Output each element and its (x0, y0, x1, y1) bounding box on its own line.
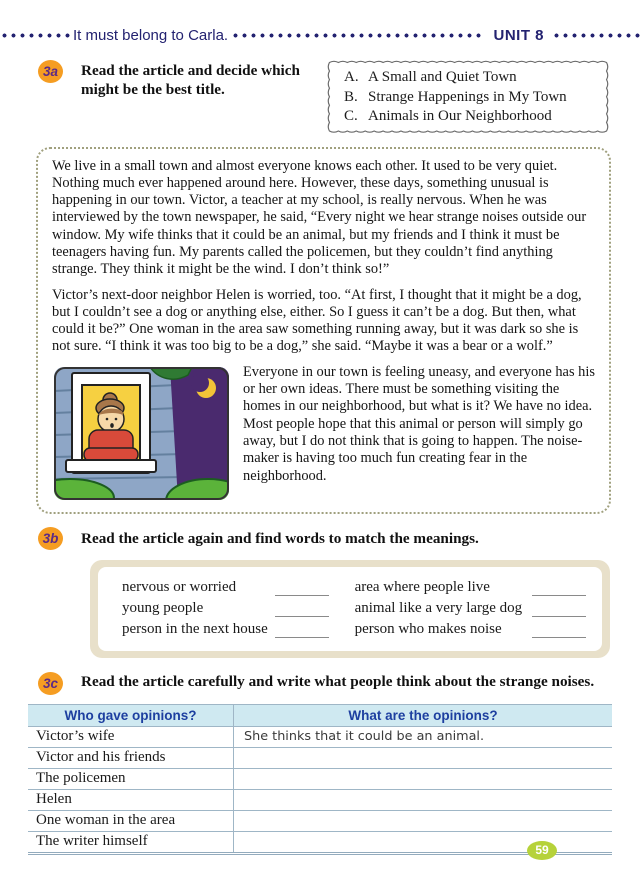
match-item (122, 620, 329, 638)
match-item (122, 599, 329, 617)
opinion-giver: One woman in the area (36, 812, 176, 829)
opinion-giver: Helen (36, 791, 72, 808)
unit-number: UNIT 8 (493, 26, 544, 44)
article-paragraph-3-text: Everyone in our town is feeling uneasy, and everyone has his or her own ideas. There must be something visiting the homes in our neighborhood, but what is it? We have no idea. Most people hope that this animal or person will simply go away, but I do not think that is going to happen. The noise-maker is having too much fun creating fear in the neighborhood. (243, 363, 595, 484)
option-text: A Small and Quiet Town (368, 69, 517, 85)
opinion-text (233, 769, 612, 789)
table-row (28, 726, 612, 747)
section-3c (38, 672, 610, 695)
opinion-text: She thinks that it could be an animal. (233, 727, 612, 747)
section-3c-badge: 3c (38, 672, 63, 695)
section-3a-badge: 3a (38, 60, 63, 83)
table-row (28, 747, 612, 768)
section-3a-instruction: Read the article and decide which might be the best title. (81, 62, 300, 98)
opinion-giver: The writer himself (36, 833, 148, 850)
section-3b (38, 527, 610, 550)
match-item (355, 578, 586, 596)
section-3c-instruction: Read the article carefully and write what people think about the strange noises. (81, 672, 595, 690)
opinions-table (28, 704, 612, 855)
answer-blank (532, 582, 586, 596)
section-3a (38, 60, 610, 134)
title-options-box (326, 60, 610, 134)
matching-exercise-box (90, 560, 610, 658)
match-meaning: animal like a very large dog (354, 599, 523, 616)
option-letter: B. (344, 88, 358, 105)
option-letter: C. (344, 108, 358, 124)
match-meaning: nervous or worried (122, 578, 237, 595)
column-header-what: What are the opinions? (233, 705, 612, 726)
match-item (122, 578, 329, 596)
dotted-rule-left (0, 32, 70, 39)
opinion-text (233, 748, 612, 768)
match-meaning: young people (122, 599, 204, 616)
match-meaning: person in the next house (122, 620, 268, 637)
opinions-table-header (28, 704, 612, 726)
answer-blank (275, 624, 329, 638)
table-row (28, 810, 612, 831)
title-option-a (344, 68, 600, 88)
section-3b-badge: 3b (38, 527, 63, 550)
dotted-rule-middle (231, 32, 485, 39)
opinion-giver: Victor’s wife (36, 728, 115, 745)
title-option-b (344, 88, 600, 108)
match-meaning: person who makes noise (354, 620, 502, 637)
column-header-who: Who gave opinions? (64, 707, 197, 723)
answer-blank (275, 582, 329, 596)
reading-article-box (36, 147, 611, 514)
opinion-text (233, 811, 612, 831)
option-text: Animals in Our Neighborhood (368, 108, 552, 124)
table-row (28, 768, 612, 789)
article-paragraph-3 (52, 364, 597, 502)
article-paragraph-2: Victor’s next-door neighbor Helen is worried, too. “At first, I thought that it might be a dog, but I couldn’t see a dog or anything else, either. So I guess it can’t be a dog. But then, what could it be?” One woman in the area saw something running away, but it was dark so she is not sure. “I think it was too big to be a dog,” she said. “Maybe it was a bear or a wolf.” (52, 286, 582, 355)
match-item (355, 599, 586, 617)
table-row (28, 789, 612, 810)
opinion-giver: The policemen (36, 770, 126, 787)
match-meaning: area where people live (354, 578, 490, 595)
match-item (355, 620, 586, 638)
answer-blank (532, 603, 586, 617)
answer-blank (532, 624, 586, 638)
article-paragraph-1: We live in a small town and almost everyone knows each other. It used to be very quiet. Nothing much ever happened around here. However, these days, something unusual is happening in our town. Victor, a teacher at my school, is really nervous. When he was interviewed by the town newspaper, he said, “Every night we hear strange noises outside our window. My wife thinks that it could be an animal, but my friends and I think it must be teenagers having fun. My parents called the policemen, but they couldn’t find anything strange. They think it might be the wind. I don’t think so!” (52, 157, 587, 278)
window-night-illustration (54, 367, 229, 500)
option-letter: A. (344, 69, 359, 85)
table-row (28, 831, 612, 852)
title-option-c (344, 107, 600, 127)
answer-blank (275, 603, 329, 617)
section-3b-instruction: Read the article again and find words to match the meanings. (81, 529, 479, 547)
page-header (0, 27, 640, 43)
matching-exercise-inner (98, 567, 602, 651)
page-number-badge: 59 (527, 841, 557, 860)
opinion-text (233, 790, 612, 810)
option-text: Strange Happenings in My Town (368, 88, 567, 105)
unit-topic-title: It must belong to Carla. (73, 26, 229, 44)
opinion-giver: Victor and his friends (36, 749, 166, 766)
dotted-rule-right (552, 32, 640, 39)
